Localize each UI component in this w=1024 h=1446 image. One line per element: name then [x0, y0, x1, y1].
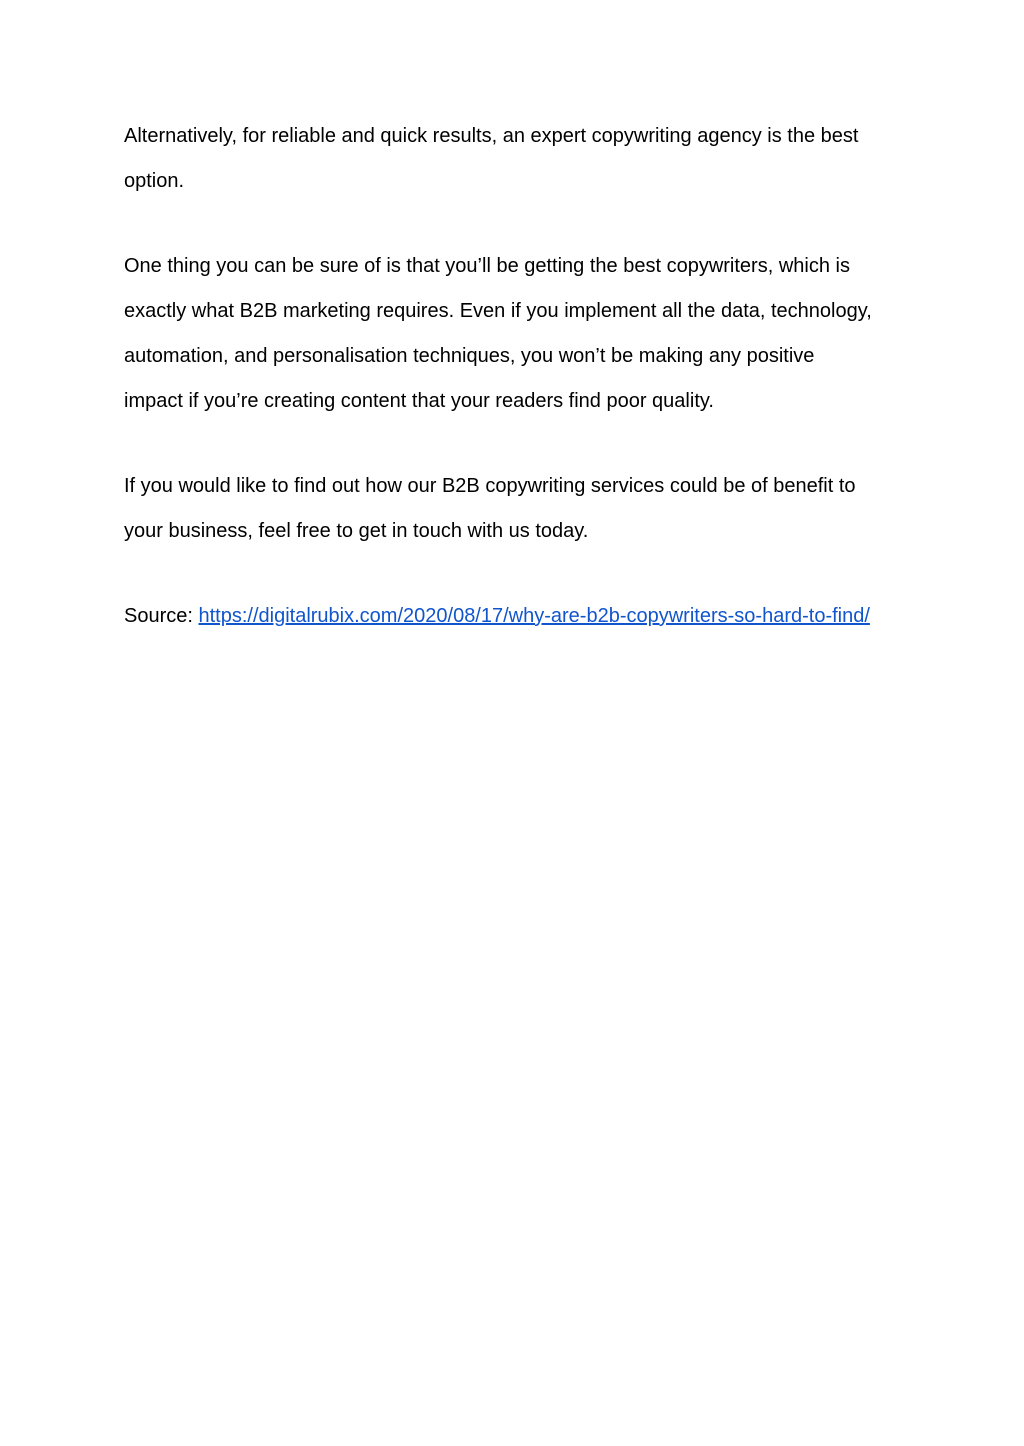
source-line [124, 594, 914, 639]
source-link[interactable]: https://digitalrubix.com/2020/08/17/why-are-b2b-copywriters-so-hard-to-find/ [198, 605, 870, 627]
document-body [124, 114, 914, 679]
paragraph-contact-us: If you would like to find out how our B2B copywriting services could be of benefit to your business, feel free to get in touch with us today. [124, 475, 856, 542]
source-label: Source: [124, 605, 199, 627]
paragraph-agency-option: Alternatively, for reliable and quick results, an expert copywriting agency is the best option. [124, 125, 859, 192]
paragraph-best-copywriters: One thing you can be sure of is that you’ll be getting the best copywriters, which is exactly what B2B marketing requires. Even if you implement all the data, technology, automation, and personalisation techniques, you won’t be making any positive impact if you’re creating content that your readers find poor quality. [124, 255, 872, 412]
